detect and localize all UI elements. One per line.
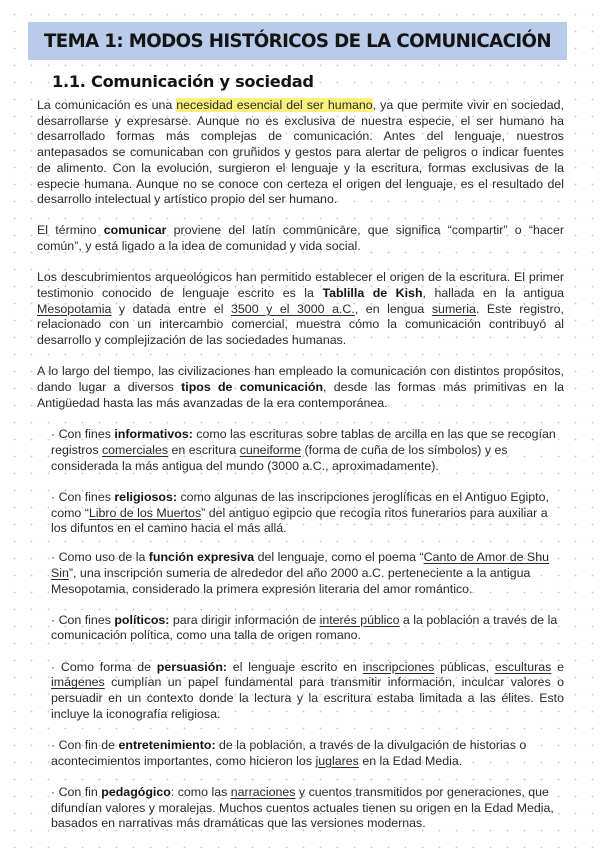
underlined-term: sumeria <box>431 301 476 316</box>
list-item-informativos <box>51 427 564 474</box>
list-item-expresiva <box>51 550 564 597</box>
bold-term: entretenimiento: <box>118 738 216 752</box>
text: , desde las formas más primitivas en la Antigüedad hasta las más avanzadas de la era contemporánea. <box>37 380 564 410</box>
text: como algunas de las inscripciones jeroglíficas en el Antiguo Egipto, como “ <box>51 490 549 520</box>
underlined-term: comerciales <box>101 443 169 458</box>
document-title: TEMA 1: MODOS HISTÓRICOS DE LA COMUNICACIÓN <box>43 30 552 52</box>
text: · Con fines <box>51 612 115 627</box>
underlined-term: juglares <box>315 753 359 768</box>
bold-term: informativos: <box>114 427 193 442</box>
list-item-religiosos <box>51 490 564 537</box>
text: en escritura <box>168 443 240 458</box>
underlined-term: 3500 y el 3000 a.C. <box>231 301 355 316</box>
text: · Con fin <box>51 784 102 799</box>
text: · Con fin de <box>51 738 119 752</box>
section-title: Comunicación y sociedad <box>90 72 314 91</box>
text: · Con fines <box>51 427 115 442</box>
bold-term: tipos de comunicación <box>181 380 324 395</box>
bold-term: función expresiva <box>148 550 255 565</box>
section-number: 1.1. <box>52 72 86 91</box>
list-item-politicos <box>51 613 564 644</box>
text: del lenguaje, como el poema “ <box>254 550 424 565</box>
text: ”, una inscripción sumeria de alrededor del año 2000 a.C. perteneciente a la antigua Mesopotamia, considerado la primera expresión literaria del amor romántico. <box>51 565 531 596</box>
paragraph-communication-types <box>37 364 564 411</box>
communication-types-list <box>37 427 564 832</box>
text: . Este registro, relacionado con un intercambio comercial, muestra cómo la comunicación contribuyó al desarrollo y complejización de las sociedades humanas. <box>37 301 564 348</box>
text: a la población a través de la comunicación política, como una talla de origen romano. <box>51 612 558 643</box>
bold-term: Tablilla de Kish <box>322 286 423 301</box>
underlined-term: imágenes <box>51 675 105 690</box>
text: y datada entre el <box>111 301 232 316</box>
underlined-term: narraciones <box>230 784 296 799</box>
text: e <box>551 659 564 674</box>
text: de la población, a través de la divulgación de historias o acontecimientos importantes, como hicieron los <box>51 738 527 768</box>
list-item-pedagogico <box>51 785 564 832</box>
underlined-term: Mesopotamia <box>37 301 112 316</box>
paragraph-writing-origin <box>37 270 564 349</box>
text: ” del antiguo egipcio que recogía ritos funerarios para auxiliar a los difuntos en el camino hacia el más allá. <box>51 505 548 536</box>
paragraph-term-origin <box>37 223 564 254</box>
paragraph-communication-need <box>37 98 564 208</box>
text: El término <box>37 223 104 238</box>
highlighted-phrase: necesidad esencial del ser humano <box>176 98 373 112</box>
text: · Con fines <box>51 490 115 505</box>
text: : como las <box>170 784 231 799</box>
text: el lenguaje escrito en <box>227 659 363 674</box>
text: , ya que permite vivir en sociedad, desarrollarse y expresarse. Aunque no es exclusiva de nuestra especie, el ser humano ha desarrollado formas más complejas de comunicación. Antes del lenguaje, nuestros antepasados se comunicaban con gruñidos y gestos para alertar de peligros o indicar fuentes de alimento. Con la evolución, surgieron el lenguaje y la escritura, formas exclusivas de la especie humana. Aunque no se conoce con certeza el origen del lenguaje, es el resultado del desarrollo intelectual y artístico propio del ser humano. <box>37 98 564 207</box>
section-heading <box>52 72 314 91</box>
list-item-persuasion <box>51 660 564 723</box>
bold-term: comunicar <box>103 223 167 238</box>
text: para dirigir información de <box>169 612 320 627</box>
bold-term: pedagógico <box>101 784 171 799</box>
underlined-term: Libro de los Muertos <box>88 505 202 520</box>
underlined-term: Canto de Amor de Shu Sin <box>51 550 549 580</box>
underlined-term: esculturas <box>494 659 552 674</box>
text: públicas, <box>434 659 495 674</box>
list-item-entretenimiento <box>51 738 564 769</box>
text: , hallada en la antigua <box>422 286 564 301</box>
text: como las escrituras sobre tablas de arcilla en las que se recogían registros <box>51 427 556 458</box>
bold-term: religiosos: <box>114 490 178 505</box>
text: proviene del latín commūnicāre, que significa “compartir” o “hacer común”, y está ligado a la idea de comunidad y vida social. <box>37 223 564 254</box>
underlined-term: interés público <box>319 612 400 627</box>
text: y cuentos transmitidos por generaciones, que difundían valores y moralejas. Muchos cuentos actuales tienen su origen en la Edad Media, basados en narrativas más dramáticas que las versiones modernas. <box>51 784 554 831</box>
underlined-term: cuneiforme <box>239 443 301 458</box>
bold-term: políticos: <box>114 612 170 627</box>
text: , en lengua <box>354 301 432 316</box>
text: A lo largo del tiempo, las civilizaciones han empleado la comunicación con distintos propósitos, dando lugar a diversos <box>37 364 564 395</box>
text: cumplían un papel fundamental para transmitir información, inculcar valores o persuadir en un contexto donde la lectura y la escritura estaba limitada a las élites. Esto incluye la iconografía religiosa. <box>51 675 564 721</box>
bold-term: persuasión: <box>156 659 228 674</box>
text: · Como uso de la <box>51 550 149 565</box>
text: La comunicación es una <box>37 98 177 112</box>
text: Los descubrimientos arqueológicos han permitido establecer el origen de la escritura. El primer testimonio conocido de lenguaje escrito es la <box>37 270 564 301</box>
document-body <box>37 98 564 832</box>
text: en la Edad Media. <box>358 753 463 768</box>
underlined-term: inscripciones <box>362 659 435 674</box>
title-banner <box>28 22 567 60</box>
text: (forma de cuña de los símbolos) y es considerada la más antigua del mundo (3000 a.C., aproximadamente). <box>51 443 508 473</box>
text: · Como forma de <box>51 659 157 674</box>
